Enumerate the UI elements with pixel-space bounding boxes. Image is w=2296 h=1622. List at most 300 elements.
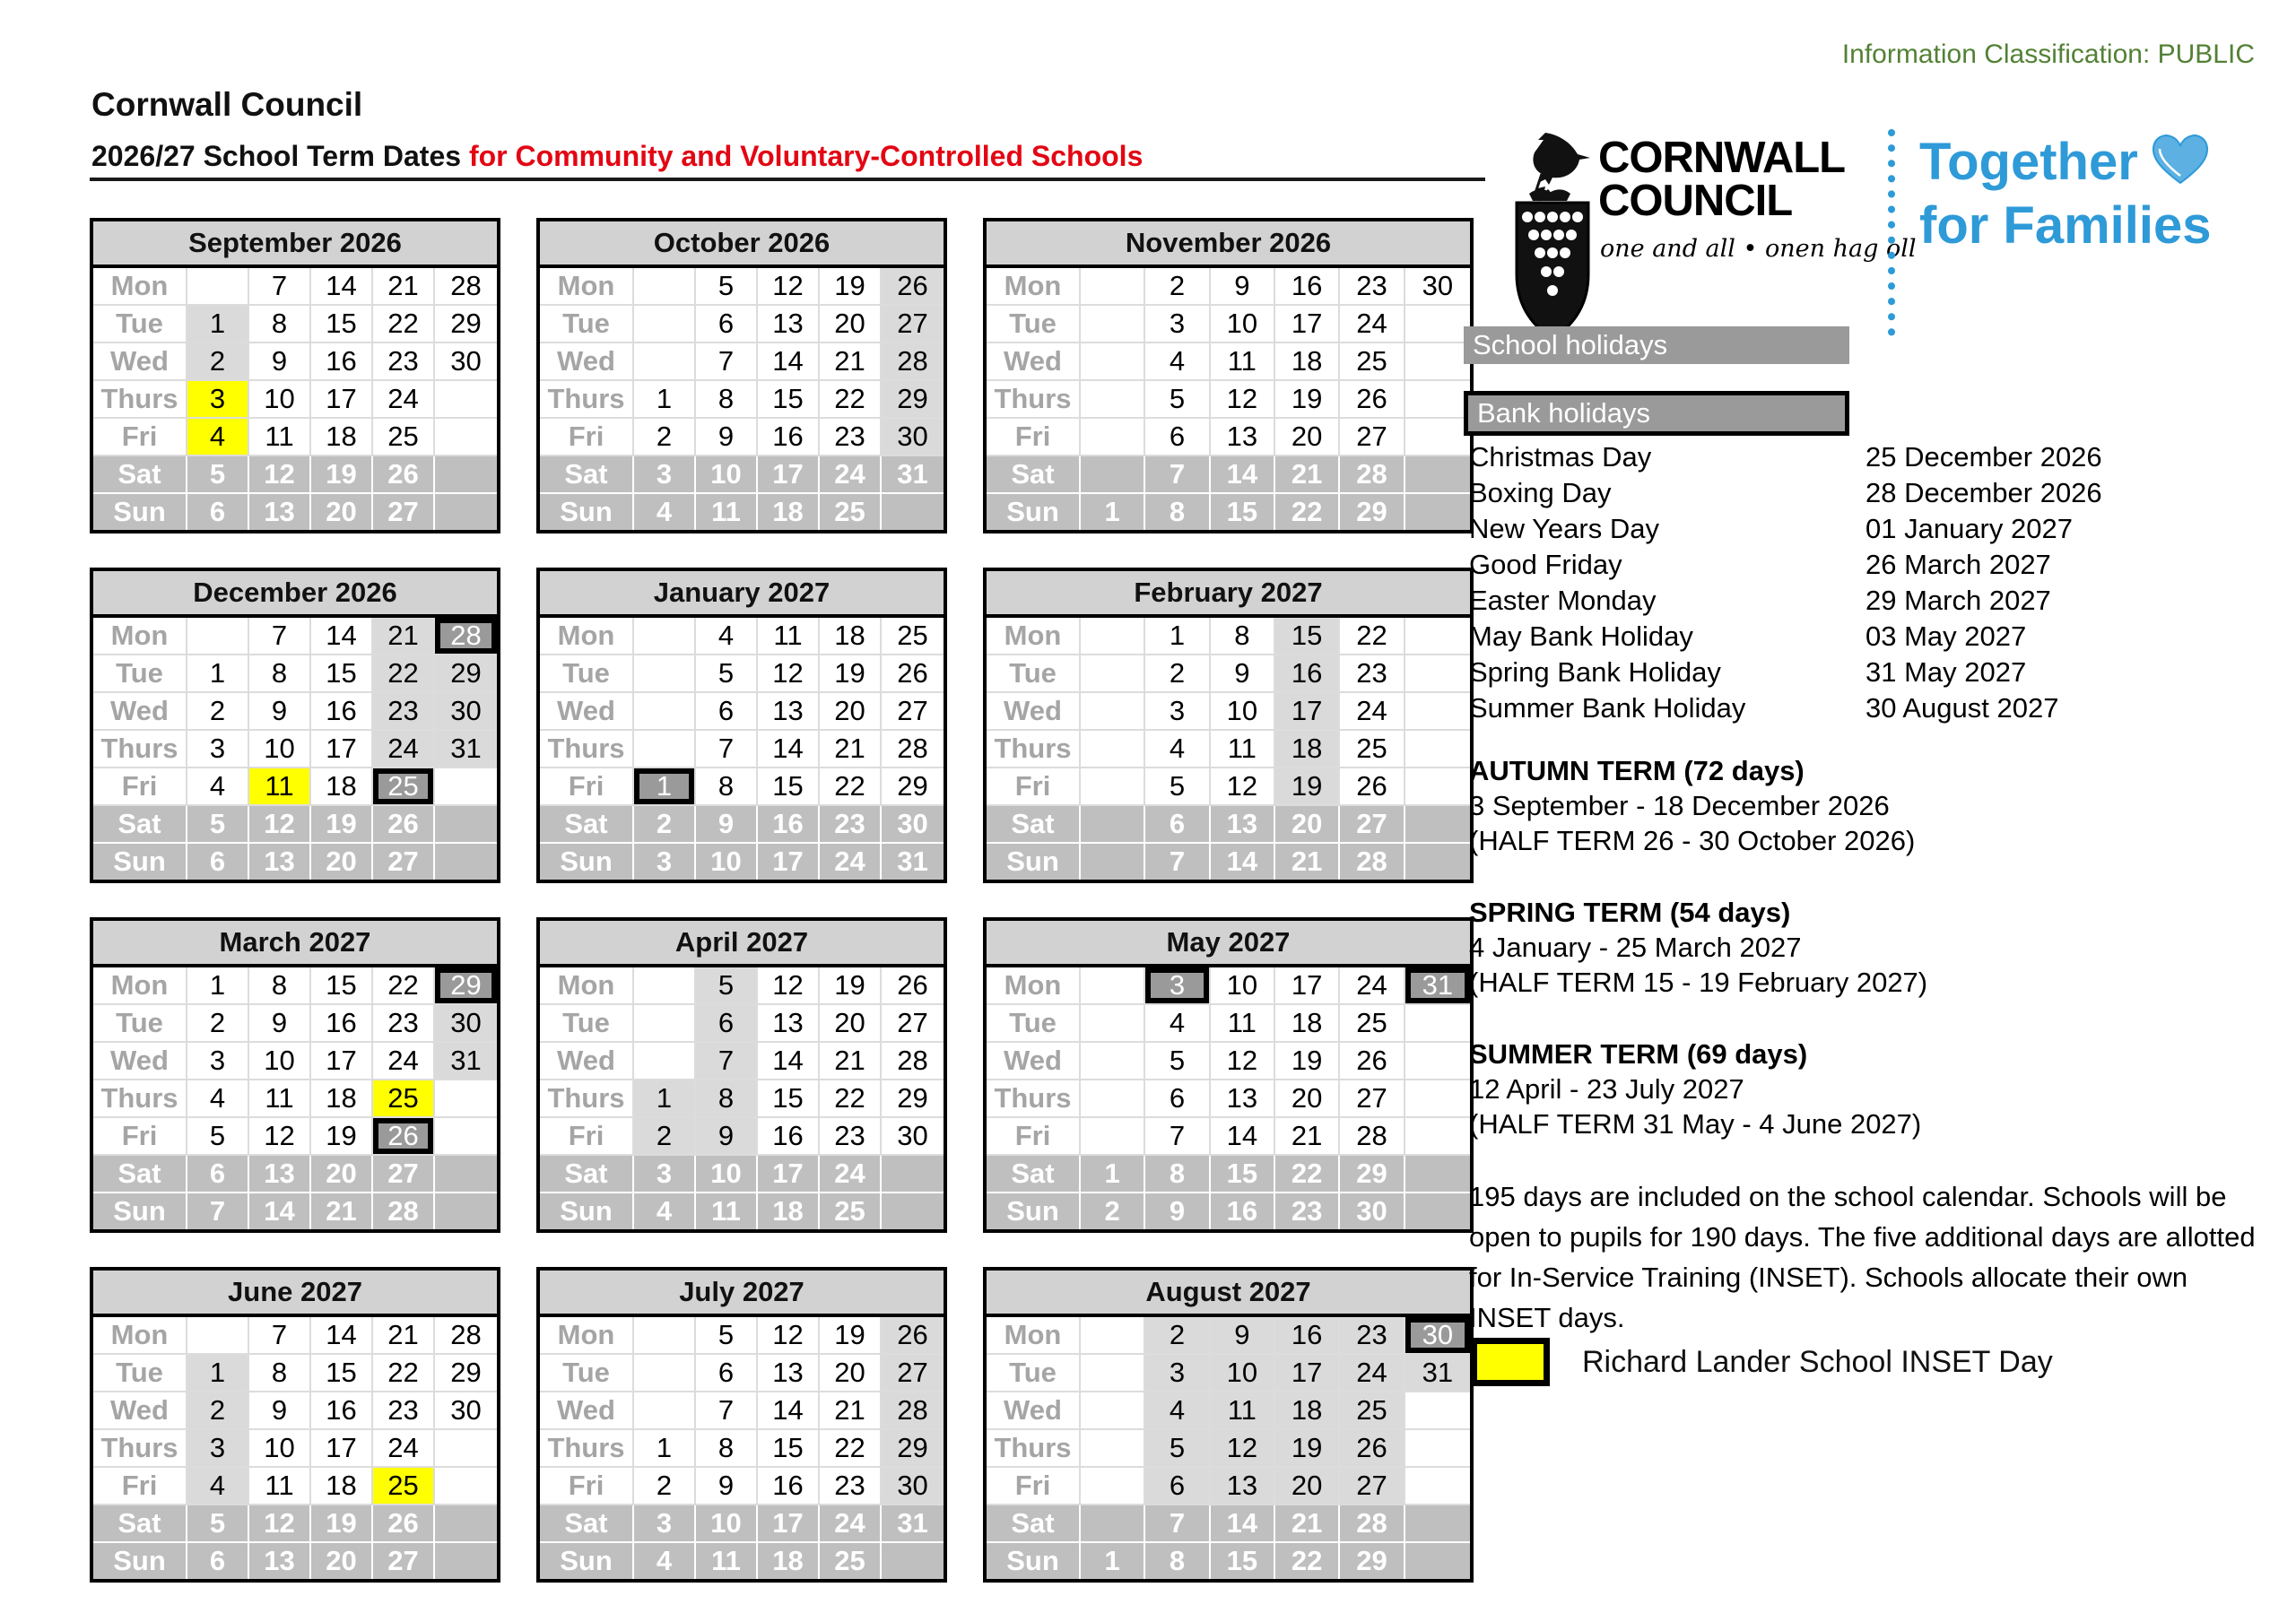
bank-holiday-name: Christmas Day: [1469, 441, 1652, 473]
day-cell: 23: [1275, 1193, 1340, 1229]
week-row: [93, 419, 497, 456]
week-row: [540, 1043, 944, 1080]
day-label: Sat: [93, 806, 187, 844]
day-cell: 16: [1211, 1193, 1275, 1229]
day-cell: 24: [820, 1156, 882, 1193]
day-cell: 21: [373, 268, 435, 306]
school-holiday-cell: 26: [882, 1317, 944, 1355]
day-cell: 4: [1145, 1005, 1210, 1043]
calendar-grid: [90, 218, 1474, 1583]
day-cell: 7: [249, 618, 311, 655]
day-label: Wed: [987, 1392, 1081, 1430]
bank-holiday-row: [1469, 583, 2187, 619]
day-cell: 7: [1145, 1118, 1210, 1156]
day-cell: 18: [758, 1543, 820, 1579]
day-cell: 5: [187, 456, 249, 494]
day-label: Tue: [93, 655, 187, 693]
day-cell: [1081, 1118, 1145, 1156]
day-cell: [1405, 1118, 1470, 1156]
day-cell: 12: [758, 268, 820, 306]
week-row: [987, 1043, 1470, 1080]
day-cell: 20: [820, 1005, 882, 1043]
day-cell: 1: [187, 967, 249, 1005]
day-label: Sat: [93, 456, 187, 494]
day-cell: 7: [696, 343, 758, 381]
bank-holiday-name: Boxing Day: [1469, 477, 1612, 508]
day-label: Sun: [987, 494, 1081, 530]
bank-holiday-name: Summer Bank Holiday: [1469, 692, 1746, 724]
day-cell: [435, 456, 497, 494]
day-label: Fri: [987, 419, 1081, 456]
page-subtitle: [91, 140, 1143, 173]
week-row: [987, 1392, 1470, 1430]
day-cell: [634, 693, 696, 731]
day-label: Sun: [540, 494, 634, 530]
day-cell: 10: [1211, 693, 1275, 731]
day-cell: [187, 618, 249, 655]
week-row: [93, 1043, 497, 1080]
month-calendar: [536, 568, 947, 883]
day-cell: 6: [696, 693, 758, 731]
school-holiday-cell: 2: [187, 1392, 249, 1430]
day-cell: 21: [820, 1392, 882, 1430]
dotted-separator: [1887, 127, 1896, 344]
day-cell: 26: [373, 1505, 435, 1543]
day-cell: [1081, 1317, 1145, 1355]
day-cell: 13: [758, 693, 820, 731]
day-cell: 18: [311, 419, 373, 456]
school-holiday-cell: 29: [435, 655, 497, 693]
school-holiday-cell: 27: [882, 1355, 944, 1392]
day-label: Fri: [93, 768, 187, 806]
school-holiday-cell: 26: [882, 268, 944, 306]
day-cell: [435, 806, 497, 844]
day-label: Fri: [93, 1118, 187, 1156]
day-cell: 23: [1340, 268, 1405, 306]
day-label: Fri: [540, 1118, 634, 1156]
day-label: Sat: [987, 456, 1081, 494]
school-holiday-cell: 29: [882, 1430, 944, 1468]
day-cell: 24: [1340, 693, 1405, 731]
day-cell: [435, 1156, 497, 1193]
month-title: July 2027: [540, 1271, 944, 1317]
day-label: Mon: [987, 618, 1081, 655]
day-cell: [1405, 1468, 1470, 1505]
day-cell: 28: [1340, 456, 1405, 494]
week-row: [987, 1317, 1470, 1355]
day-cell: 29: [882, 1080, 944, 1118]
day-cell: 3: [187, 731, 249, 768]
day-label: Tue: [987, 306, 1081, 343]
school-holiday-cell: 2: [187, 343, 249, 381]
day-label: Thurs: [987, 381, 1081, 419]
day-cell: 24: [820, 844, 882, 880]
week-row: [540, 806, 944, 844]
day-cell: 15: [1211, 494, 1275, 530]
day-cell: 20: [820, 306, 882, 343]
bank-holiday-date: 28 December 2026: [1866, 477, 2102, 508]
school-holiday-cell: 13: [1211, 1468, 1275, 1505]
day-cell: 4: [634, 1193, 696, 1229]
day-cell: 15: [1211, 1156, 1275, 1193]
day-cell: 23: [373, 1005, 435, 1043]
week-row: [540, 1468, 944, 1505]
school-holiday-cell: 6: [696, 1005, 758, 1043]
week-row: [540, 844, 944, 880]
day-label: Mon: [987, 967, 1081, 1005]
day-cell: 27: [1340, 419, 1405, 456]
day-cell: 5: [1145, 1043, 1210, 1080]
day-cell: 20: [820, 1355, 882, 1392]
day-cell: 7: [187, 1193, 249, 1229]
week-row: [987, 844, 1470, 880]
day-cell: 20: [1275, 1080, 1340, 1118]
day-cell: 14: [249, 1193, 311, 1229]
day-cell: [1405, 1193, 1470, 1229]
school-holiday-cell: 1: [187, 306, 249, 343]
day-cell: 20: [1275, 806, 1340, 844]
day-cell: 9: [696, 419, 758, 456]
day-cell: 26: [882, 655, 944, 693]
day-cell: 8: [1211, 618, 1275, 655]
day-cell: 6: [1145, 419, 1210, 456]
day-label: Sun: [93, 1193, 187, 1229]
day-cell: 1: [1145, 618, 1210, 655]
day-label: Thurs: [987, 1430, 1081, 1468]
day-label: Tue: [987, 655, 1081, 693]
day-cell: 27: [373, 1156, 435, 1193]
school-holiday-cell: 25: [1340, 1392, 1405, 1430]
day-cell: 14: [1211, 844, 1275, 880]
day-cell: [634, 618, 696, 655]
day-cell: 27: [1340, 1080, 1405, 1118]
day-cell: 17: [758, 1505, 820, 1543]
day-cell: 2: [1145, 655, 1210, 693]
day-cell: 11: [696, 1193, 758, 1229]
day-cell: [435, 768, 497, 806]
day-label: Sat: [93, 1505, 187, 1543]
summer-half-term: (HALF TERM 31 May - 4 June 2027): [1469, 1108, 1922, 1140]
day-cell: 17: [311, 731, 373, 768]
school-holiday-cell: 31: [435, 1043, 497, 1080]
week-row: [93, 768, 497, 806]
day-cell: 22: [1340, 618, 1405, 655]
bank-holiday-name: May Bank Holiday: [1469, 620, 1693, 652]
day-label: Sun: [93, 494, 187, 530]
day-cell: [435, 1430, 497, 1468]
week-row: [93, 967, 497, 1005]
day-cell: [1405, 381, 1470, 419]
day-cell: 10: [249, 381, 311, 419]
day-cell: 3: [634, 1156, 696, 1193]
day-cell: 30: [882, 1118, 944, 1156]
day-cell: 21: [820, 343, 882, 381]
day-cell: 9: [1211, 655, 1275, 693]
week-row: [987, 967, 1470, 1005]
day-cell: 5: [1145, 381, 1210, 419]
day-cell: 11: [249, 1080, 311, 1118]
day-label: Mon: [987, 268, 1081, 306]
school-holiday-cell: 27: [882, 306, 944, 343]
bank-holiday-name: Spring Bank Holiday: [1469, 656, 1721, 688]
day-cell: 23: [1340, 655, 1405, 693]
day-cell: 21: [1275, 844, 1340, 880]
day-cell: [1081, 1355, 1145, 1392]
school-holiday-cell: 6: [1145, 1468, 1210, 1505]
summer-term-title: SUMMER TERM (69 days): [1469, 1038, 1808, 1070]
day-cell: 17: [311, 1430, 373, 1468]
day-cell: 8: [1145, 494, 1210, 530]
subtitle-red: for Community and Voluntary-Controlled Schools: [468, 140, 1144, 172]
week-row: [93, 381, 497, 419]
school-holiday-cell: 23: [373, 693, 435, 731]
day-cell: [1081, 844, 1145, 880]
day-label: Tue: [540, 306, 634, 343]
day-cell: 11: [249, 419, 311, 456]
day-cell: [1081, 1430, 1145, 1468]
day-cell: 1: [1081, 1543, 1145, 1579]
day-label: Mon: [93, 1317, 187, 1355]
week-row: [540, 1392, 944, 1430]
day-cell: 11: [249, 1468, 311, 1505]
week-row: [987, 381, 1470, 419]
day-cell: 13: [758, 306, 820, 343]
day-cell: 4: [696, 618, 758, 655]
day-cell: 30: [882, 806, 944, 844]
day-cell: [1405, 693, 1470, 731]
month-calendar: [90, 218, 500, 533]
bank-holiday-cell: 26: [373, 1118, 435, 1156]
day-cell: 10: [249, 1043, 311, 1080]
day-cell: [634, 1005, 696, 1043]
inset-day-cell: 3: [187, 381, 249, 419]
week-row: [540, 1430, 944, 1468]
week-row: [93, 494, 497, 530]
council-logo-line1: CORNWALL: [1598, 134, 1846, 182]
bank-holiday-list: [1469, 439, 2187, 726]
day-cell: 19: [820, 655, 882, 693]
week-row: [540, 693, 944, 731]
week-row: [93, 1355, 497, 1392]
week-row: [540, 655, 944, 693]
day-cell: 25: [820, 494, 882, 530]
spring-half-term: (HALF TERM 15 - 19 February 2027): [1469, 967, 1928, 998]
day-label: Tue: [540, 655, 634, 693]
day-cell: 5: [1145, 768, 1210, 806]
day-cell: 26: [1340, 1043, 1405, 1080]
day-label: Fri: [93, 419, 187, 456]
day-cell: 11: [1211, 1005, 1275, 1043]
week-row: [540, 268, 944, 306]
day-label: Fri: [540, 1468, 634, 1505]
day-cell: 14: [311, 1317, 373, 1355]
day-cell: 30: [1405, 268, 1470, 306]
week-row: [987, 1118, 1470, 1156]
day-cell: 15: [758, 768, 820, 806]
month-calendar: [983, 1267, 1474, 1583]
day-cell: [882, 494, 944, 530]
day-cell: 21: [1275, 1118, 1340, 1156]
day-cell: 1: [634, 1430, 696, 1468]
summer-term-dates: 12 April - 23 July 2027: [1469, 1073, 1744, 1105]
school-holiday-cell: 1: [187, 1355, 249, 1392]
day-cell: [1081, 343, 1145, 381]
day-cell: [187, 268, 249, 306]
day-label: Sat: [93, 1156, 187, 1193]
school-holiday-cell: 4: [187, 1468, 249, 1505]
school-holiday-cell: 7: [696, 1043, 758, 1080]
title-rule: [90, 178, 1485, 181]
day-cell: 11: [696, 1543, 758, 1579]
month-calendar: [983, 568, 1474, 883]
day-label: Mon: [93, 268, 187, 306]
week-row: [93, 456, 497, 494]
day-cell: 12: [249, 1505, 311, 1543]
week-row: [987, 1156, 1470, 1193]
week-row: [93, 1118, 497, 1156]
day-cell: [435, 1543, 497, 1579]
day-cell: 4: [1145, 731, 1210, 768]
school-holiday-cell: 18: [1275, 1392, 1340, 1430]
week-row: [540, 1118, 944, 1156]
bank-holiday-cell: 30: [1405, 1317, 1470, 1355]
school-holiday-cell: 11: [1211, 1392, 1275, 1430]
week-row: [540, 494, 944, 530]
school-holiday-cell: 9: [1211, 1317, 1275, 1355]
day-cell: 10: [696, 1505, 758, 1543]
day-cell: 17: [1275, 967, 1340, 1005]
council-logo-text: [1598, 134, 1846, 226]
school-holiday-cell: 21: [373, 618, 435, 655]
day-cell: [1405, 1043, 1470, 1080]
day-cell: 13: [249, 494, 311, 530]
day-label: Wed: [987, 343, 1081, 381]
day-label: Sun: [987, 1193, 1081, 1229]
day-cell: 25: [1340, 731, 1405, 768]
autumn-term-title: AUTUMN TERM (72 days): [1469, 755, 1805, 786]
day-cell: 12: [1211, 381, 1275, 419]
day-cell: 4: [1145, 343, 1210, 381]
day-cell: [435, 1468, 497, 1505]
week-row: [987, 343, 1470, 381]
day-cell: 19: [1275, 1043, 1340, 1080]
day-cell: 27: [373, 494, 435, 530]
day-cell: [1081, 693, 1145, 731]
day-cell: [1081, 1005, 1145, 1043]
day-cell: 31: [882, 1505, 944, 1543]
week-row: [540, 731, 944, 768]
day-cell: 28: [882, 731, 944, 768]
day-cell: 23: [820, 419, 882, 456]
day-cell: 16: [311, 1392, 373, 1430]
cornwall-council-crest-icon: [1511, 131, 1594, 344]
day-cell: [1405, 1430, 1470, 1468]
week-row: [987, 806, 1470, 844]
day-label: Thurs: [540, 1080, 634, 1118]
week-row: [93, 693, 497, 731]
day-cell: 28: [435, 1317, 497, 1355]
school-holiday-cell: 31: [1405, 1355, 1470, 1392]
day-cell: 16: [311, 1005, 373, 1043]
week-row: [93, 1505, 497, 1543]
day-cell: [1405, 1080, 1470, 1118]
month-title: June 2027: [93, 1271, 497, 1317]
day-cell: 8: [249, 306, 311, 343]
bank-holiday-name: Good Friday: [1469, 549, 1622, 580]
week-row: [540, 1005, 944, 1043]
day-label: Sat: [540, 1156, 634, 1193]
day-cell: 24: [373, 1430, 435, 1468]
day-cell: 5: [696, 655, 758, 693]
day-cell: 20: [1275, 419, 1340, 456]
day-cell: 15: [311, 1355, 373, 1392]
day-cell: 14: [758, 1392, 820, 1430]
day-cell: [1081, 655, 1145, 693]
day-cell: 23: [820, 806, 882, 844]
week-row: [93, 1392, 497, 1430]
day-cell: 14: [758, 1043, 820, 1080]
day-cell: [1405, 343, 1470, 381]
school-holiday-cell: 16: [1275, 655, 1340, 693]
school-holiday-cell: 27: [1340, 1468, 1405, 1505]
day-label: Tue: [540, 1005, 634, 1043]
day-label: Thurs: [540, 381, 634, 419]
day-cell: 10: [696, 844, 758, 880]
day-cell: 24: [373, 1043, 435, 1080]
day-cell: 27: [373, 1543, 435, 1579]
day-cell: 14: [311, 618, 373, 655]
week-row: [540, 419, 944, 456]
day-cell: 7: [1145, 844, 1210, 880]
day-label: Sun: [540, 844, 634, 880]
day-cell: 29: [1340, 1543, 1405, 1579]
day-cell: 30: [435, 1392, 497, 1430]
school-holiday-cell: 1: [634, 1080, 696, 1118]
day-cell: [1405, 806, 1470, 844]
week-row: [540, 456, 944, 494]
spring-term-dates: 4 January - 25 March 2027: [1469, 932, 1802, 963]
day-cell: 28: [1340, 1118, 1405, 1156]
day-cell: [1081, 1505, 1145, 1543]
week-row: [540, 1156, 944, 1193]
day-cell: 10: [696, 456, 758, 494]
school-holiday-cell: 24: [1340, 1355, 1405, 1392]
day-cell: 6: [696, 1355, 758, 1392]
week-row: [987, 1355, 1470, 1392]
day-cell: 24: [1340, 306, 1405, 343]
school-holiday-cell: 19: [1275, 768, 1340, 806]
week-row: [987, 1468, 1470, 1505]
day-cell: [1405, 731, 1470, 768]
bank-holiday-row: [1469, 619, 2187, 655]
day-cell: 14: [311, 268, 373, 306]
day-cell: 16: [311, 693, 373, 731]
week-row: [987, 731, 1470, 768]
week-row: [987, 1430, 1470, 1468]
day-cell: [634, 1392, 696, 1430]
school-holiday-cell: 5: [696, 967, 758, 1005]
day-cell: 24: [1340, 967, 1405, 1005]
day-cell: 12: [758, 655, 820, 693]
day-cell: 22: [373, 1355, 435, 1392]
day-cell: 13: [249, 1156, 311, 1193]
bank-holiday-date: 30 August 2027: [1866, 692, 2059, 724]
day-cell: 3: [1145, 693, 1210, 731]
week-row: [540, 967, 944, 1005]
day-cell: 22: [820, 768, 882, 806]
week-row: [93, 618, 497, 655]
day-cell: [1405, 1543, 1470, 1579]
